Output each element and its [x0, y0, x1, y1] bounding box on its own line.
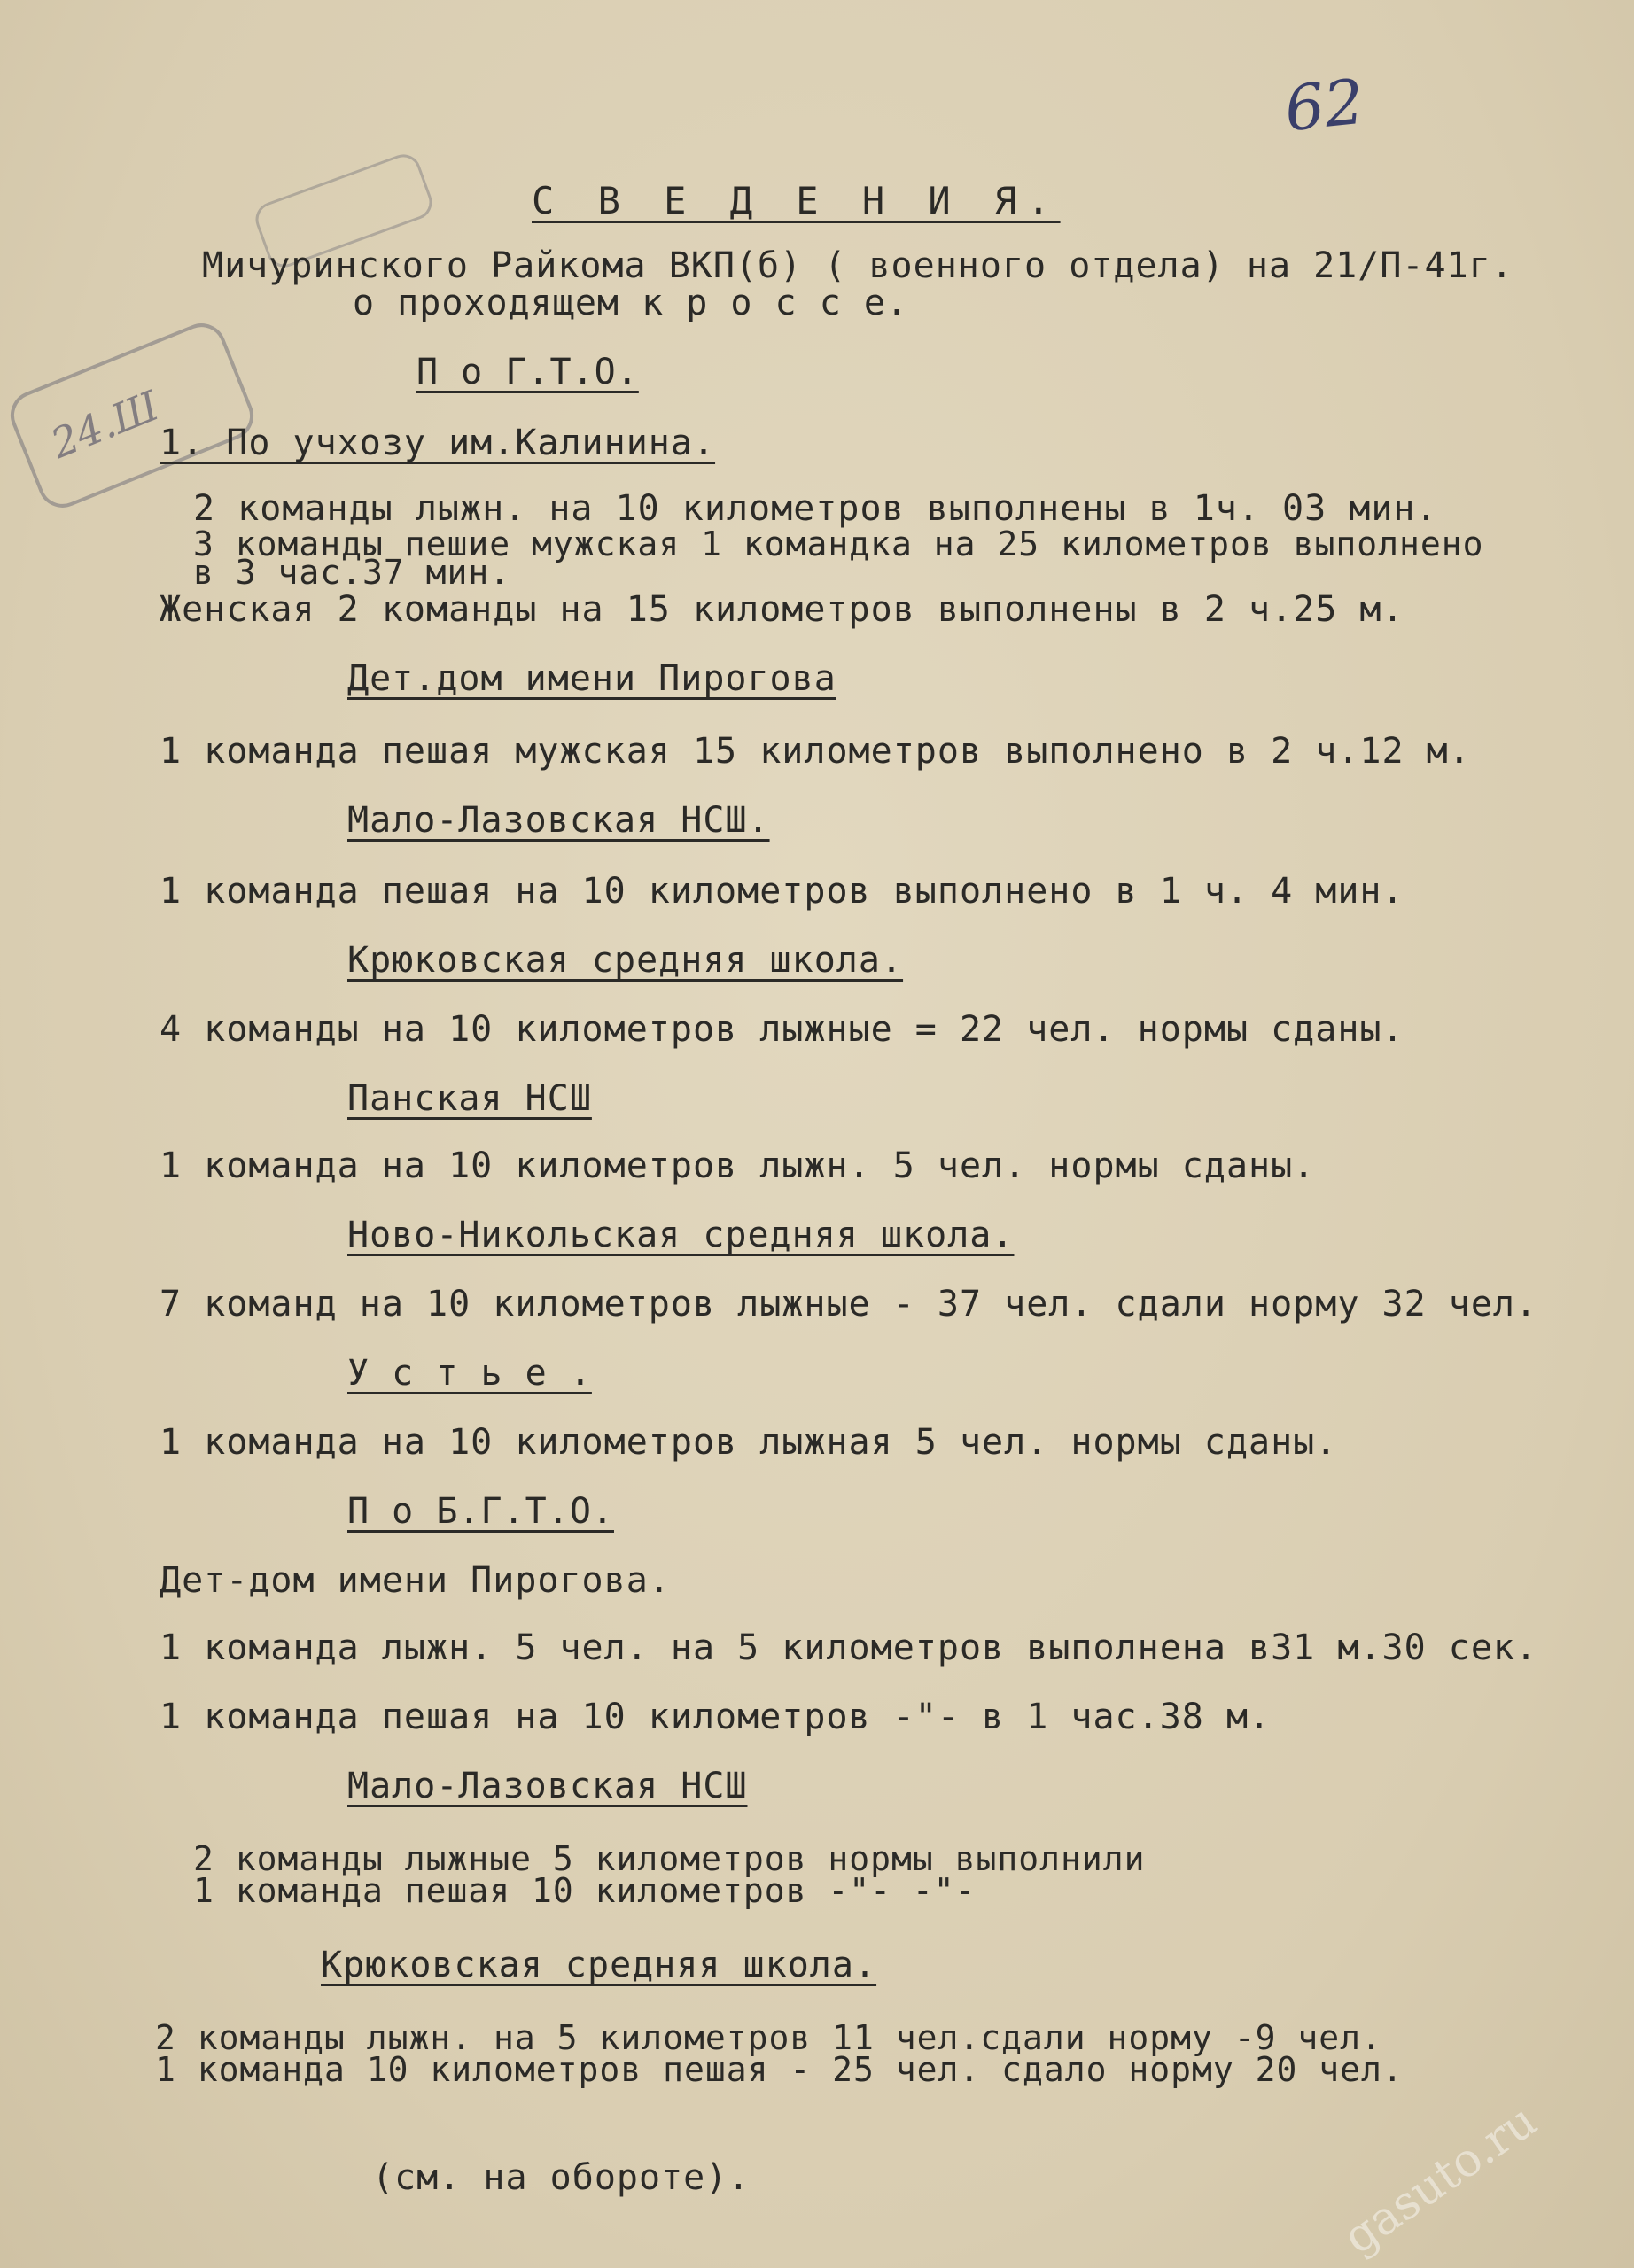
group-heading-detdom-bgto: Дет-дом имени Пирогова.	[160, 1560, 671, 1601]
footer-note: (см. на обороте).	[372, 2157, 751, 2198]
record-line: 1 команда лыжн. 5 чел. на 5 километров выполнена в31 м.30 сек.	[160, 1627, 1538, 1668]
record-line: 1 команда 10 километров пешая - 25 чел. сдало норму 20 чел.	[155, 2050, 1404, 2089]
group-heading-malo-lazovskaya: Мало-Лазовская НСШ.	[347, 800, 770, 841]
group-heading-ustye: У с т ь е .	[347, 1353, 592, 1394]
record-line: 7 команд на 10 километров лыжные - 37 чел. сдали норму 32 чел.	[160, 1284, 1538, 1324]
group-heading-novo-nikolskaya: Ново-Никольская средняя школа.	[347, 1215, 1015, 1255]
group-heading-kryukovskaya-bgto: Крюковская средняя школа.	[321, 1945, 877, 1985]
record-line: 1 команда на 10 километров лыжная 5 чел. нормы сданы.	[160, 1422, 1338, 1463]
record-line: 1 команда на 10 километров лыжн. 5 чел. нормы сданы.	[160, 1146, 1316, 1186]
section-heading-gto: П о Г.Т.О.	[416, 352, 639, 392]
page-number: 62	[1280, 65, 1368, 146]
record-line: 4 команды на 10 километров лыжные = 22 чел. нормы сданы.	[160, 1009, 1404, 1050]
group-heading-malo-lazovskaya-bgto: Мало-Лазовская НСШ	[347, 1766, 748, 1806]
stamp-text: 24.Ш	[44, 381, 166, 468]
subtitle-line-2: о проходящем к р о с с е.	[353, 283, 909, 323]
group-heading-panskaya: Панская НСШ	[347, 1078, 592, 1119]
record-line: 2 команды лыжн. на 10 километров выполнены в 1ч. 03 мин.	[193, 488, 1438, 529]
record-line: в 3 час.37 мин.	[193, 553, 511, 592]
group-heading-uchkhoz: 1. По учхозу им.Калинина.	[160, 423, 716, 463]
record-line: 1 команда пешая 10 километров -"- -"-	[193, 1871, 977, 1910]
subtitle-line-1: Мичуринского Райкома ВКП(б) ( военного отдела) на 21/П-41г.	[202, 245, 1513, 286]
record-line: 1 команда пешая на 10 километров выполнено в 1 ч. 4 мин.	[160, 871, 1404, 912]
watermark: gasuto.ru	[1334, 2093, 1547, 2265]
archive-stamp	[4, 316, 261, 516]
record-line: 2 команды лыжные 5 километров нормы выполнили	[193, 1839, 1146, 1878]
group-heading-kryukovskaya: Крюковская средняя школа.	[347, 940, 904, 981]
document-title: С В Е Д Е Н И Я.	[532, 179, 1061, 222]
record-line: 2 команды лыжн. на 5 километров 11 чел.сдали норму -9 чел.	[155, 2018, 1382, 2057]
record-line: 3 команды пешие мужская 1 командка на 25 километров выполнено	[193, 524, 1484, 563]
section-heading-bgto: П о Б.Г.Т.О.	[347, 1491, 614, 1532]
record-line: 1 команда пешая мужская 15 километров выполнено в 2 ч.12 м.	[160, 731, 1471, 772]
group-heading-detdom: Дет.дом имени Пирогова	[347, 658, 836, 699]
record-line: 1 команда пешая на 10 километров -"- в 1 час.38 м.	[160, 1697, 1272, 1737]
record-line: Женская 2 команды на 15 километров выполнены в 2 ч.25 м.	[160, 589, 1404, 630]
